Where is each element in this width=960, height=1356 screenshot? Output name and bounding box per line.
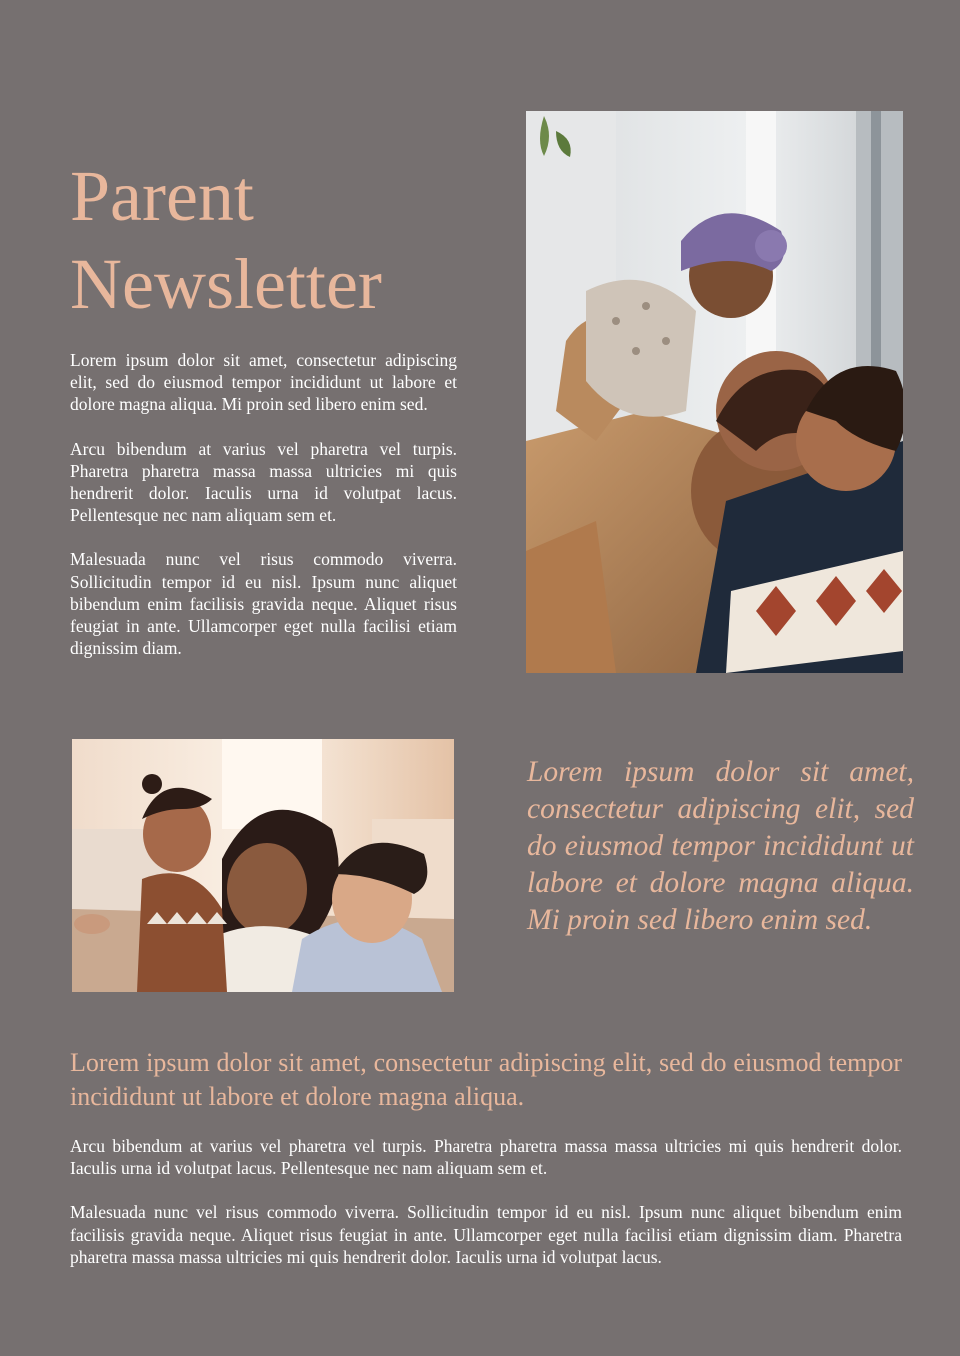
- family-photo-parents-lifting-baby: [526, 111, 903, 673]
- intro-paragraph-1: Lorem ipsum dolor sit amet, consectetur adipiscing elit, sed do eiusmod tempor incididunt ut labore et dolore magna aliqua. Mi proin sed libero enim sed.: [70, 350, 457, 415]
- title-line-1: Parent: [70, 156, 254, 236]
- newsletter-title: [70, 152, 490, 328]
- intro-paragraph-2: Arcu bibendum at varius vel pharetra vel turpis. Pharetra pharetra massa massa ultricies mi quis hendrerit dolor. Iaculis urna id volutpat lacus. Pellentesque nec nam aliquam sem et.: [70, 438, 457, 526]
- lead-paragraph: Lorem ipsum dolor sit amet, consectetur adipiscing elit, sed do eiusmod tempor incididunt ut labore et dolore magna aliqua.: [70, 1048, 902, 1111]
- bottom-paragraph-1: Arcu bibendum at varius vel pharetra vel turpis. Pharetra pharetra massa massa ultricies mi quis hendrerit dolor. Iaculis urna id volutpat lacus. Pellentesque nec nam aliquam sem et.: [70, 1136, 902, 1179]
- family-photo-playing-with-toddler: [72, 739, 454, 992]
- title-line-2: Newsletter: [70, 244, 382, 324]
- bottom-body-text: [70, 1135, 902, 1290]
- pull-quote: Lorem ipsum dolor sit amet, consectetur adipiscing elit, sed do eiusmod tempor incididunt ut labore et dolore magna aliqua. Mi proin sed libero enim sed.: [527, 756, 914, 936]
- intro-text: [70, 349, 457, 681]
- bottom-paragraph-2: Malesuada nunc vel risus commodo viverra. Sollicitudin tempor id eu nisl. Ipsum nunc aliquet bibendum enim facilisis gravida neque. Aliquet risus feugiat in ante. Ullamcorper eget nulla facilisi etiam dignissim diam. Pharetra pharetra massa massa ultricies mi quis hendrerit dolor. Iaculis urna id volutpat lacus.: [70, 1202, 902, 1267]
- intro-paragraph-3: Malesuada nunc vel risus commodo viverra. Sollicitudin tempor id eu nisl. Ipsum nunc aliquet bibendum enim facilisis gravida neque. Aliquet risus feugiat in ante. Ullamcorper eget nulla facilisi etiam dignissim diam.: [70, 549, 457, 659]
